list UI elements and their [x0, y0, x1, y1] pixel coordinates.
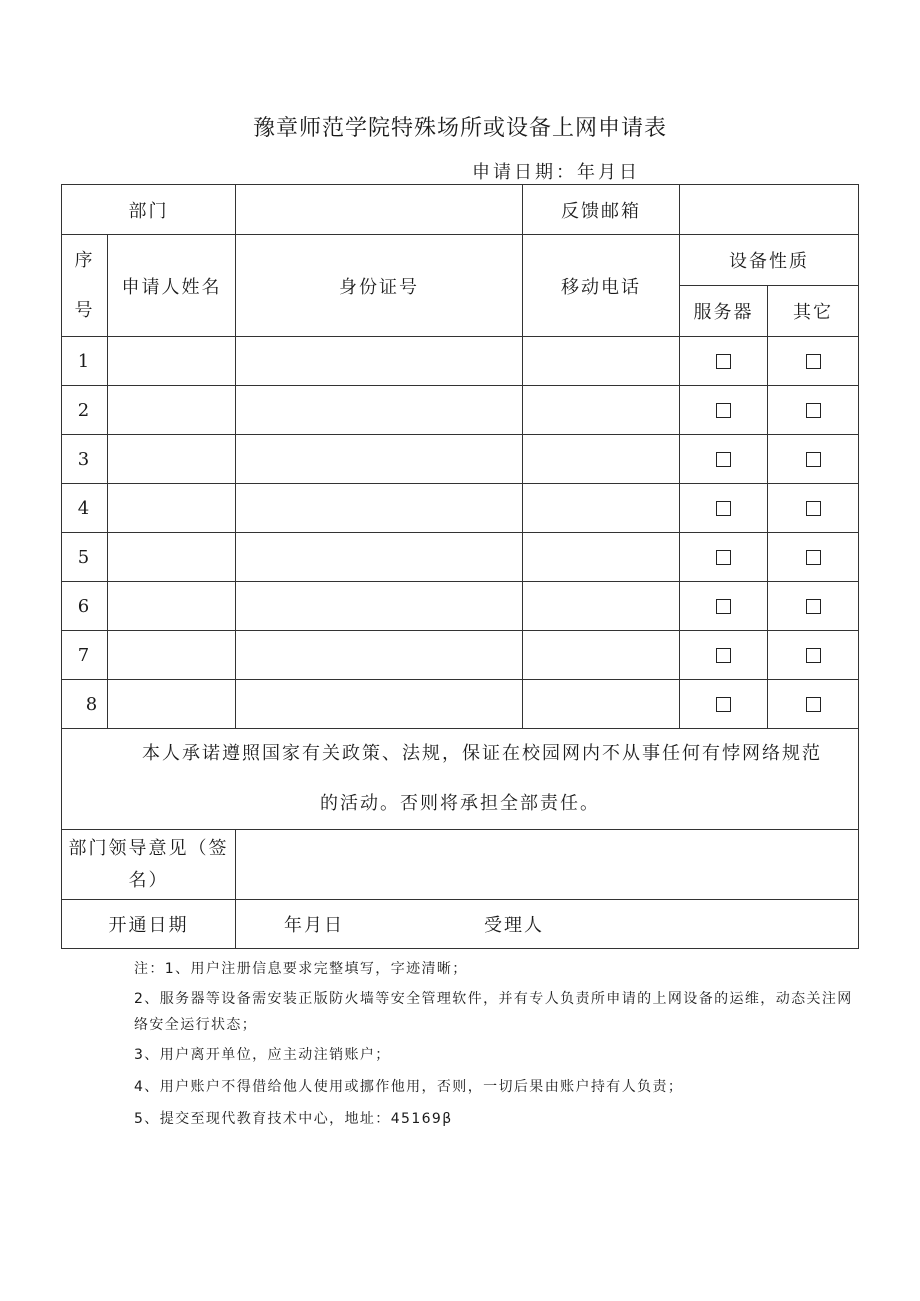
- seq-header-top: 序: [74, 249, 95, 271]
- row-number: 7: [62, 631, 108, 680]
- row-number: 3: [62, 435, 108, 484]
- applicant-name-cell[interactable]: [108, 386, 236, 435]
- other-checkbox[interactable]: [806, 501, 821, 516]
- table-row: [62, 533, 859, 582]
- applicant-name-header: 申请人姓名: [108, 235, 236, 337]
- table-row: [62, 386, 859, 435]
- applicant-name-cell[interactable]: [108, 631, 236, 680]
- row-number: 1: [62, 337, 108, 386]
- other-checkbox[interactable]: [806, 550, 821, 565]
- department-row: [62, 185, 859, 235]
- other-checkbox[interactable]: [806, 599, 821, 614]
- id-number-cell[interactable]: [236, 631, 523, 680]
- mobile-header: 移动电话: [523, 235, 680, 337]
- other-checkbox[interactable]: [806, 452, 821, 467]
- server-header: 服务器: [680, 286, 768, 337]
- applicant-name-cell[interactable]: [108, 582, 236, 631]
- promise-statement: [62, 729, 859, 830]
- row-number: 2: [62, 386, 108, 435]
- row-number: 4: [62, 484, 108, 533]
- leader-signature-field[interactable]: [236, 830, 859, 900]
- open-date-row: [62, 900, 859, 949]
- note-5: 5、提交至现代教育技术中心，地址：45169β: [134, 1111, 453, 1127]
- device-nature-header: 设备性质: [680, 235, 859, 286]
- mobile-cell[interactable]: [523, 337, 680, 386]
- seq-header: [62, 235, 108, 337]
- promise-row: [62, 729, 859, 830]
- server-checkbox[interactable]: [716, 501, 731, 516]
- id-number-cell[interactable]: [236, 435, 523, 484]
- mobile-cell[interactable]: [523, 582, 680, 631]
- row-number: 6: [62, 582, 108, 631]
- id-number-cell[interactable]: [236, 680, 523, 729]
- feedback-email-field[interactable]: [680, 185, 859, 235]
- server-checkbox[interactable]: [716, 403, 731, 418]
- form-title: 豫章师范学院特殊场所或设备上网申请表: [252, 116, 667, 141]
- id-number-cell[interactable]: [236, 337, 523, 386]
- other-checkbox[interactable]: [806, 354, 821, 369]
- note-4: 4、用户账户不得借给他人使用或挪作他用，否则，一切后果由账户持有人负责；: [134, 1079, 684, 1095]
- mobile-cell[interactable]: [523, 631, 680, 680]
- id-number-cell[interactable]: [236, 582, 523, 631]
- promise-line-2: 的活动。否则将承担全部责任。: [320, 793, 600, 814]
- table-row: [62, 337, 859, 386]
- note-2: 2、服务器等设备需安装正版防火墙等安全管理软件，并有专人负责所申请的上网设备的运维，动态关注网络安全运行状态；: [134, 991, 853, 1033]
- table-row: [62, 631, 859, 680]
- server-checkbox[interactable]: [716, 648, 731, 663]
- applicant-name-cell[interactable]: [108, 680, 236, 729]
- server-checkbox[interactable]: [716, 697, 731, 712]
- department-label: 部门: [62, 185, 236, 235]
- server-checkbox[interactable]: [716, 354, 731, 369]
- table-row: [62, 582, 859, 631]
- open-date-label: 开通日期: [62, 900, 236, 949]
- applicant-name-cell[interactable]: [108, 337, 236, 386]
- other-checkbox[interactable]: [806, 403, 821, 418]
- open-date-field[interactable]: [236, 900, 859, 949]
- other-checkbox[interactable]: [806, 648, 821, 663]
- department-field[interactable]: [236, 185, 523, 235]
- feedback-email-label: 反馈邮箱: [523, 185, 680, 235]
- other-checkbox[interactable]: [806, 697, 821, 712]
- application-date: 申请日期：年月日: [472, 162, 640, 183]
- table-row: [62, 680, 859, 729]
- seq-header-bottom: 号: [74, 299, 95, 321]
- note-1: 注：1、用户注册信息要求完整填写，字迹清晰；: [134, 961, 468, 977]
- row-number: 8: [62, 680, 108, 729]
- note-3: 3、用户离开单位，应主动注销账户；: [134, 1047, 391, 1063]
- mobile-cell[interactable]: [523, 484, 680, 533]
- open-date-value: 年月日: [284, 915, 344, 936]
- mobile-cell[interactable]: [523, 533, 680, 582]
- id-number-header: 身份证号: [236, 235, 523, 337]
- leader-opinion-label: 部门领导意见（签名）: [62, 830, 236, 900]
- mobile-cell[interactable]: [523, 435, 680, 484]
- id-number-cell[interactable]: [236, 533, 523, 582]
- id-number-cell[interactable]: [236, 484, 523, 533]
- server-checkbox[interactable]: [716, 452, 731, 467]
- leader-row: [62, 830, 859, 900]
- id-number-cell[interactable]: [236, 386, 523, 435]
- server-checkbox[interactable]: [716, 550, 731, 565]
- notes-section: [134, 956, 864, 1132]
- handler-label: 受理人: [484, 915, 544, 936]
- table-row: [62, 435, 859, 484]
- header-row: [62, 235, 859, 286]
- mobile-cell[interactable]: [523, 386, 680, 435]
- row-number: 5: [62, 533, 108, 582]
- application-table: [61, 184, 859, 949]
- applicant-name-cell[interactable]: [108, 484, 236, 533]
- mobile-cell[interactable]: [523, 680, 680, 729]
- table-row: [62, 484, 859, 533]
- applicant-name-cell[interactable]: [108, 435, 236, 484]
- promise-line-1: 本人承诺遵照国家有关政策、法规，保证在校园网内不从事任何有悖网络规范: [142, 743, 822, 764]
- server-checkbox[interactable]: [716, 599, 731, 614]
- other-header: 其它: [768, 286, 859, 337]
- applicant-name-cell[interactable]: [108, 533, 236, 582]
